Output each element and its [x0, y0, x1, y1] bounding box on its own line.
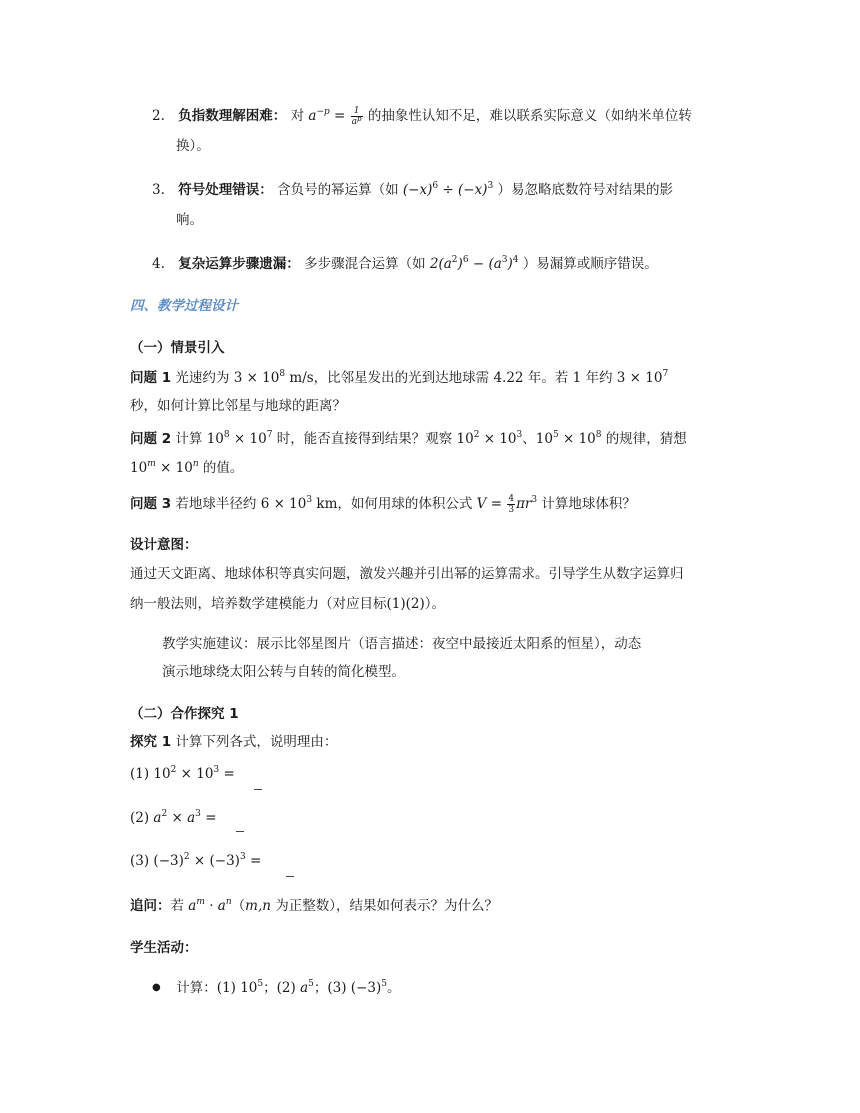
list-item-2: 2. 负指数理解困难： 对 $a^{-p}$ = $\frac{1}{a^p}$ 的抽象性认知不足，难以联系实际意义（如纳米单位转: [152, 106, 692, 127]
answer-blank: [286, 876, 294, 877]
answer-blank: [254, 789, 262, 790]
list-item-4: 4. 复杂运算步骤遗漏： 多步骤混合运算（如 $2(a^2)^6 - (a^3)^4$ ）易漏算或顺序错误。: [152, 255, 658, 272]
list-number: 3.: [152, 182, 165, 198]
item-title: 符号处理错误：: [178, 182, 273, 198]
list-number: 2.: [152, 108, 165, 124]
item-title: 复杂运算步骤遗漏：: [178, 256, 300, 272]
sign-formula: $(-x)^6 \div (-x)^3$: [402, 181, 494, 198]
section-title: 四、教学过程设计: [130, 298, 238, 314]
exercise-3: (3) $(-3)^2 \times (-3)^3$ =: [130, 852, 262, 869]
subsection-heading: （一）情景引入: [130, 340, 225, 356]
question-2: 问题 2 计算 $10^8 \times 10^7$ 时，能否直接得到结果？观察 $10^2 \times 10^3$、$10^5 \times 10^8$ 的规律，猜想: [130, 430, 687, 447]
list-number: 4.: [152, 256, 165, 272]
mixed-formula: $2(a^2)^6 - (a^3)^4$: [429, 255, 519, 272]
negative-exponent-formula: $a^{-p}$ = $\frac{1}{a^p}$: [308, 106, 362, 127]
student-activity-heading: 学生活动：: [130, 940, 198, 956]
question-1: 问题 1 光速约为 $3 \times 10^8$ m/s，比邻星发出的光到达地球需 4.22 年。若 1 年约 $3 \times 10^7$: [130, 369, 669, 386]
follow-up-question: 追问：若 $a^m \cdot a^n(m,n$ 为正整数），结果如何表示？为什么？: [130, 897, 498, 914]
design-intent-line: 通过天文距离、地球体积等真实问题，激发兴趣并引出幂的运算需求。引导学生从数字运算归: [130, 566, 684, 582]
answer-blank: [236, 831, 244, 832]
subsection-heading: （二）合作探究 1: [130, 706, 239, 722]
exercise-1: (1) $10^2 \times 10^3$ =: [130, 765, 235, 782]
student-activity-item: ● 计算：(1) $10^5$；(2) $a^5$；(3) $(-3)^5$。: [152, 979, 401, 996]
item-title: 负指数理解困难：: [178, 108, 287, 124]
question-2-continuation: $10^m \times 10^n$ 的值。: [130, 459, 244, 476]
bullet-icon: ●: [152, 982, 161, 993]
exercise-2: (2) $a^2 \times a^3$ =: [130, 809, 217, 826]
list-item-2-continuation: 换）。: [176, 138, 210, 154]
teaching-tip-line: 演示地球绕太阳公转与自转的简化模型。: [162, 664, 405, 680]
list-item-3-continuation: 响。: [176, 212, 203, 228]
design-intent-line: 纳一般法则，培养数学建模能力（对应目标(1)(2)）。: [130, 596, 445, 612]
teaching-tip-line: 教学实施建议：展示比邻星图片（语言描述：夜空中最接近太阳系的恒星），动态: [162, 636, 642, 652]
list-item-3: 3. 符号处理错误： 含负号的幂运算（如 $(-x)^6 \div (-x)^3$ ）易忽略底数符号对结果的影: [152, 181, 673, 198]
question-1-continuation: 秒，如何计算比邻星与地球的距离？: [130, 398, 346, 414]
question-3: 问题 3 若地球半径约 $6 \times 10^3$ km，如何用球的体积公式 V = $\frac{4}{3}$ $\pi r^3$ 计算地球体积？: [130, 494, 636, 515]
design-intent-heading: 设计意图：: [130, 537, 198, 553]
explore-1: 探究 1 计算下列各式，说明理由：: [130, 734, 338, 750]
sphere-volume-formula: V = $\frac{4}{3}$ $\pi r^3$: [476, 494, 538, 515]
